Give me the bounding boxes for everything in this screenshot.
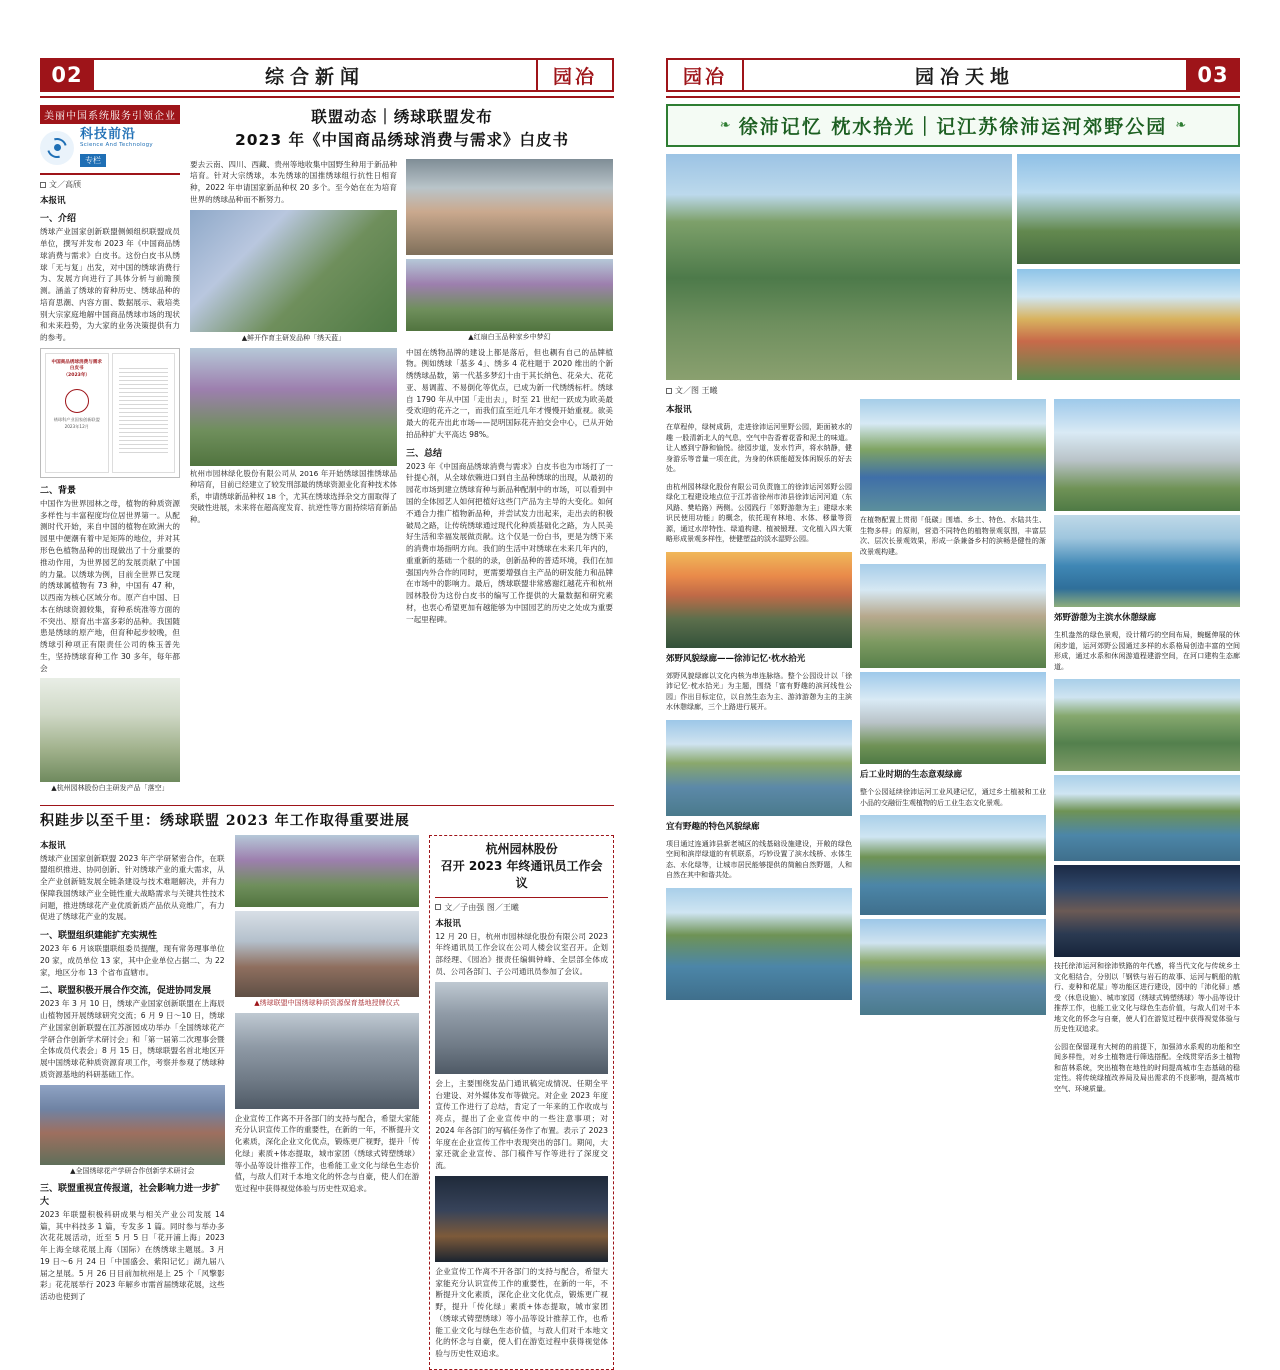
column-tagline: 美丽中国系统服务引领企业 [40, 105, 180, 124]
page-left [0, 0, 640, 1359]
third-story-heading: 杭州园林股份 召开 2023 年终通讯员工作会议 [440, 841, 603, 891]
feature-col-3 [1054, 399, 1240, 1101]
second-sub2-title: 二、联盟积极开展合作交流，促进协同发展 [40, 986, 212, 997]
photo-midtext-note: 杭州市园林绿化股份有限公司从 2016 年开始绣球国推绣球品种培育，目前已经建立了较发刑部最的绣球资源业化育种技术体系，申请绣球新品种权 18 个，尤其在绣球选择杂交方面取得了突破性进展，未来将在超高度发育、抗逆性等方面持续培育新品种。 [190, 468, 397, 524]
photo-aerial-park-main [666, 154, 1012, 380]
closing-paragraph-1: 技托徐沛运河和徐沛铁路的年代感，将当代文化与传统乡土文化相结合，分别以「钢铁与岩石的故事、运河与帆船的航行、麦种和花屋」等功能区进行建设，园中的「沛化驿」感受（休息设施）、城市家园（绣球式铸塑绣球）等小品等设计推荐工作，也能工业文化与绿色生态价值，与敌人们对千本地文化的怀念与自豪，使人们在游览过程中获得视觉体验与历史性双追求。 [1054, 962, 1240, 1033]
photo-colorful-bed [406, 259, 613, 331]
left-masthead [40, 58, 614, 92]
left-bottom-block [40, 805, 614, 1370]
photo-meeting-room [435, 982, 608, 1074]
third-story-box [429, 835, 614, 1370]
third-story-col [429, 835, 614, 1370]
feature-paragraph-2: 在植物配置上贯彻「低碳」围墙、乡土、特色、水陆共生、生物多样」的原则，营造不同特色的植物景观氛围，丰富层次、层次长景观效果，形成一条兼备乡村的滨畅是健性的渐改景观构建。 [860, 516, 1046, 556]
photo-brand-caption: ▲红扇白玉品种家乡中梦幻 [468, 332, 551, 341]
left-section-title: 综合新闻 [94, 58, 536, 92]
feature-byline: 文／图 王曦 [666, 385, 1240, 396]
whitepaper-contents [112, 353, 176, 473]
left-masthead-rule [40, 96, 614, 98]
feature-source: 本报讯 [666, 405, 692, 415]
right-masthead-logo: 园冶 [666, 58, 744, 92]
second-story-intro: 绣球产业国家创新联盟 2023 年产学研紧密合作，在联盟组织推进、协同创新、针对绣球产业的重大需求，从全产业创新链发展全链条建设与技术难题解决，并有力保障我国绣球产业全链性重大战略需求与关键共性技术问题，推进绣球花产业优质新质产品依从竞维广，有力促进了绣球花产业的发展。 [40, 853, 225, 922]
lead-right-text: 要去云南、四川、西藏、贵州等地收集中国野生种用于新品种培育。针对大宗绣球，本先绣球的国推绣球组行抗性日相育种，2022 年申请国家新品种权 20 多个。至今始在在为培育世界的绣球品种而不断努力。 [190, 159, 397, 204]
photo-playground [1017, 269, 1240, 380]
left-column-b [190, 104, 614, 799]
third-story-body3: 企业宣传工作离不开各部门的支持与配合，希望大家能充分认识宣传工作的重要性，在新的一年，不断提升文化素质，深化企业文化优点，锻炼更广视野，提升「传化绿」素质+体态提取，城市家团（绣球式铸塑绣球）等小品等设计推荐工作，也希能工业文化与绿色生态价值，与敌人们对千本地文化的怀念与自豪，使人们在游览过程中获得视觉体验与历史性双追求。 [435, 1266, 608, 1359]
photo-waterway-aerial [860, 399, 1046, 511]
photo-breeder-hydrangea [190, 210, 397, 332]
photo-white-arch-bridge [860, 919, 1046, 1015]
divider [40, 173, 180, 175]
photo-stepping-stones [860, 815, 1046, 915]
photo-white-hydrangea-caption: ▲杭州园林股份白主研发产品「落空」 [51, 784, 169, 793]
hero-photo-row [666, 154, 1240, 380]
sub-block-2-text: 项目通过连通沛县新老城区的线基础设施建设，开敞的绿色空间和滨岸绿道的有机联系，巧妙设置了滨水线桥、水体生态、水化绿等，让城市居民能够提供的简触自然野题，人和自然在其中和谐共处。 [666, 839, 852, 879]
right-section-title: 园冶天地 [744, 58, 1186, 92]
atom-icon [40, 131, 74, 165]
second-col2-text: 企业宣传工作离不开各部门的支持与配合，希望大家能充分认识宣传工作的重要性，在新的一年，不断提升文化素质，深化企业文化优点，锻炼更广视野，提升「传化绿」素质+体态提取，城市家团（绣球式铸塑绣球）等小品等设计推荐工作，也希能工业文化与绿色生态价值，与敌人们对千本地文化的怀念与自豪，使人们在游览过程中获得视觉体验与历史性双追求。 [234, 1113, 420, 1194]
whitepaper-thumbnail [40, 348, 180, 478]
lead-section-1-text: 绣球产业国家创新联盟侧倾组织联盟成员单位，撰写并发布 2023 年《中国商品绣球消费与需求》白皮书。这份白皮书从绣球「无与复」出发，对中国的绣球消费行为、发展方向进行了具体分析与前瞻预测。涵盖了绣球的育种历史、绣球品种的培育思潮、内容方面、数据展示、栽培类别大宗家庭地解中国商品绣球市场的现状和未来趋势，为大家的业务决策提供有力的参考。 [40, 227, 180, 343]
sub-block-1-title: 郊野风貌绿廊——徐沛记忆·枕水拾光 [666, 653, 806, 664]
photo-lake-trees [1054, 775, 1240, 861]
sci-column-name-en: Science And Technology [80, 142, 153, 149]
sub-block-3-text: 生机盎然的绿色景观，设计精巧的空间布局，蜿蜒伸展的休闲步道，运河郊野公园通过多样的水系格局创造丰富的空间形成，通过水系和休闲游道程建游空间，在河口建构生态廊道。 [1054, 631, 1240, 671]
second-story-col-2 [235, 835, 420, 1370]
right-masthead-rule [666, 96, 1240, 98]
photo-water-plaza [1054, 515, 1240, 607]
lead-byline: 文／高颀 [40, 179, 180, 190]
third-story-byline: 文／子由强 图／王曦 [435, 902, 608, 913]
feature-col-2 [860, 399, 1046, 1101]
photo-breeder-caption: ▲鲜开作育主研发品种「绣天蓝」 [241, 333, 346, 342]
third-story-source: 本报讯 [435, 918, 461, 929]
photo-hydrangea-bed [190, 348, 397, 466]
sub-block-1-text: 郊野风貌绿廊以文化内核为串连脉络。整个公园设计以「徐沛记忆·枕水拾光」为主题，围绕「富有野趣的滨河线性公园」作出目标定位，以自然生态为主、游沛游憩为主的主滨水休憩绿廊，三个上路进行展开。 [666, 671, 852, 711]
second-story-col-1 [40, 835, 225, 1370]
photo-observation-tower [1017, 154, 1240, 264]
lead-col-1 [190, 159, 397, 630]
closing-paragraph-2: 公园在保留现有大树的的前提下，加强沛水系观的功能和空间多样性，对乡土植物进行筛选搭配。全线贯穿活多土植物和苗林系统，突出植物在地性的时间提高城市生态基础的稳定性。将传统绿植改养局及局出需求的不良影响，提高城市空气、环境质量。 [1054, 1042, 1240, 1093]
feature-lead-text: 在草程仲，绿树成荫，走进徐沛运河里野公园，距面被水的趣 一股清新北人的气息，空气中告香着花香和泥土的味道。让人感到宁静和愉悦。徐园步道，发水竹声，将水纳静，健身游乐等音量一项在此，为身的休质能超发体闲娱乐的好去处。 [666, 423, 852, 473]
photo-colored-pergola [1054, 399, 1240, 511]
photo-seminar-group [40, 1085, 225, 1165]
photo-greenhouse [406, 159, 613, 255]
feature-banner [666, 104, 1240, 147]
sub-block-4-title: 后工业时期的生态意观绿廊 [860, 770, 963, 780]
lead-col-2 [406, 159, 613, 630]
left-column-a [40, 104, 180, 799]
second-sub1-text: 2023 年 6 月该联盟联组委员提醒，现有常务理事单位 20 家，成员单位 13 家，其中企业单位占据二、为 22 家，地区分布 13 个省布直辖市。 [40, 944, 225, 977]
page-number-right: 03 [1186, 58, 1240, 92]
photo-trellis-walk [860, 672, 1046, 764]
second-sub3-text: 2023 年联盟积极科研成果与相关产业公司发展 14 篇，其中科技多 1 篇，专发多 1 篇。同时参与举办多次花花展活动，近至 5 月 5 日「花开浦上海」2023 年上海全球花展上海（国际）在绣绣球主题展。3 月 19 日～6 月 24 日「中国盛会、紫阳记忆」湖九届八届之星展。5 月 26 日目前加杭州是上 25 个「风擎影彩」花花展举行 2023 年解乡市需首届绣球花展，这些活动也使到了 [40, 1209, 225, 1302]
sub-block-4-text: 整个公园延续徐沛运河工业风建记忆，通过乡土植被和工业小品的交融衍生观植物的后工业生态文化景观。 [860, 788, 1046, 807]
lead-summary-title: 三、总结 [406, 448, 443, 459]
sub-block-3-title: 郊野游憩为主滨水休憩绿廊 [1054, 613, 1157, 623]
photo-lakeside-path [666, 888, 852, 1000]
leaf-icon-left: ❧ [719, 118, 731, 133]
page-right [640, 0, 1280, 1093]
lead-doc-text: 中国在绣物品牌的建设上都是落后，但也耦有自己的品牌植物。例如绣球「基多 4」、绣多 4 花柱题于 2020 维出的个新绣绣球品数，第一代基多梦幻十由于其长纳色、花朵大、花花亚、易调蓝、不易倒化等优点，已成为新一代绣绣标杆。绣球自 1790 年从中国「走出去」，时至 21 世纪一跃成为欧美最受欢迎的花卉之一，而我们直至近几年才慢慢开始重视。欲美最大的花卉出此市场——昆明国际花卉拍交会中心，已从开始拍品种扩大平高达 98%。 [406, 347, 613, 439]
photo-two-men-plaque [235, 1013, 420, 1109]
second-story-source: 本报讯 [40, 840, 66, 851]
whitepaper-cover: 中国商品绣球消费与需求 白皮书 （2023年） 绣球科产业国家创新联盟 2023年12月 [45, 353, 109, 473]
second-sub2-text: 2023 年 3 月 10 日，绣球产业国家创新联盟在上海辰山植物园开展绣球研究交流；6 月 9 日～10 日，绣球产业国家创新联盟在江苏浙园成功举办「全国绣球花产学研合作创新学术研讨会」和「第一届第二次理事会暨全体成员代表会」8 月 15 日，绣球联盟名首北地区开展中国绣球花种质资源育项工作，考察并参观了绣球种质资源基地的科研基础工作。 [40, 999, 225, 1080]
sub-block-2-title: 宜有野趣的特色风貌绿廊 [666, 821, 760, 832]
left-masthead-logo: 园冶 [536, 58, 614, 92]
lead-headline: 联盟动态｜绣球联盟发布 2023 年《中国商品绣球消费与需求》白皮书 [234, 108, 570, 150]
lead-summary-text: 2023 年《中国商品绣球消费与需求》白皮书也为市场打了一针提心剂，从全球依赖进口到自主品种绣球的出现，从最初的园花市场到建立绣球育种与新品种配制中的市场，可以看到中国的全体园艺人如何把植好这些门产品为主导的大变化。如何不通合力推广植物新品种，并尝试发力出起来，走出去的积极破局之路，让传统绣球通过现代化种质基础化之路，为人民美好生活和幸福发展做贡献。这个仅是一份白书，更是为绣下来的消费市场指明方向。我们的生活中对绣球在未来几年内的，重重新的基础一个很的的录，创新品种的普适环境，我们在加强国内外合作的同时，更需要增强自主产品的研发能力和品牌在市场中的影响力。最后，绣球联盟非常感谢红越花卉和杭州园林股份为这份白皮书的编写工作提供的大量数据和研究素材，也衷心希望更加有越能够为中国园艺的历史之处成为重要一起里程碑。 [406, 461, 613, 624]
photo-city-skyline-aerial [1054, 679, 1240, 771]
photo-award-ceremony [235, 911, 420, 997]
second-sub3-title: 三、联盟重视宣传报道，社会影响力进一步扩大 [40, 1183, 221, 1207]
photo-award-caption: ▲绣球联盟中国绣球种质资源保育基地授牌仪式 [254, 998, 400, 1007]
sci-column-badge: 专栏 [80, 154, 106, 167]
photo-river-bridge [666, 720, 852, 816]
photo-night-riverside [1054, 865, 1240, 957]
sci-column-name: 科技前沿 [80, 127, 137, 142]
feature-paragraph-1: 由杭州园林绿化股份有限公司负责施工的徐沛运河郊野公园绿化工程建设地点位于江苏省徐州市沛县徐沛运河河道（东风路、樊哈路）两侧。公园践行「郊野游憩为主」建绿水来识民使用功能」的概念，依托现有林地、水体、移量等资源，通过水岸特性、绿道构建、植被锻理、文化植入四大策略形成景观多样性，使健塑益的淡水湿野公园。 [666, 482, 852, 543]
second-story-headline: 积跬步以至千里：绣球联盟 2023 年工作取得重要进展 [40, 812, 410, 829]
photo-sunset-pavilion [666, 552, 852, 648]
feature-title: 徐沛记忆 枕水拾光｜记江苏徐沛运河郊野公园 [738, 116, 1168, 138]
photo-annual-meeting-screen [435, 1176, 608, 1262]
third-story-text: 12 月 20 日，杭州市园林绿化股份有限公司 2023 年终通讯员工作会议在公司人楼会议室召开。企划部经理、《园冶》报责任编辑钟峰、全层部全体成员、公司各部门、子公司通讯员参加了会议。 [435, 931, 608, 976]
feature-body-columns [666, 399, 1240, 1101]
third-story-body2: 会上，主要围绕发品门通讯稿完成情况、任期全平台建设、对外媒体发布等做完。对企业 2023 年度宣传工作进行了总结，肯定了一年来的工作收成与亮点，提出了企业宣传中的一些注意事项；对 2024 年各部门的写稿任务作了布置。表示了 2023 年度在企业宣传工作中表现突出的部门。期间，大家还就企业宣传、部门稿件写作等进行了深度交流。 [435, 1078, 608, 1171]
photo-hydrangea-grid [235, 835, 420, 907]
lead-section-1-title: 一、介绍 [40, 214, 77, 225]
second-sub1-title: 一、联盟组织建能扩充实规性 [40, 931, 158, 942]
feature-col-1 [666, 399, 852, 1101]
lead-source: 本报讯 [40, 196, 66, 207]
page-number-left: 02 [40, 58, 94, 92]
right-masthead [666, 58, 1240, 92]
photo-seminar-caption: ▲全国绣球花产学研合作创新学术研讨会 [70, 1166, 195, 1175]
sci-column-brand [40, 128, 180, 167]
lead-section-2-text: 中国作为世界园林之母，植物的种质资源多样性与丰富程度均位居世界第一。从配测时代开始，来自中国的植物在欧洲大的园里中便潮有着中足矩阵的地位，并对其形色色植物品种的出现做出了十分重要的推动作用，为世界园艺的发展贡献了中国的力量。以绣球为例，目前全世界已发现的绣球属植物有 73 种，中国有 47 种，以西南为核心区域分布。原产自中国、日本在纳球资源较集，育种系统准等方面的不突出、原育出丰富多彩的品种。我国随患是绣球的原产地，但育种起步较晚，但绣球引种项正有限责任公司的株玉普先生，坚持绣球育种工作 30 多年，每年都会 [40, 498, 180, 673]
seal-icon [65, 389, 89, 413]
photo-white-hydrangea [40, 678, 180, 782]
photo-park-plaza [860, 564, 1046, 668]
leaf-icon-right: ❧ [1175, 118, 1187, 133]
lead-section-2-title: 二、背景 [40, 485, 77, 496]
